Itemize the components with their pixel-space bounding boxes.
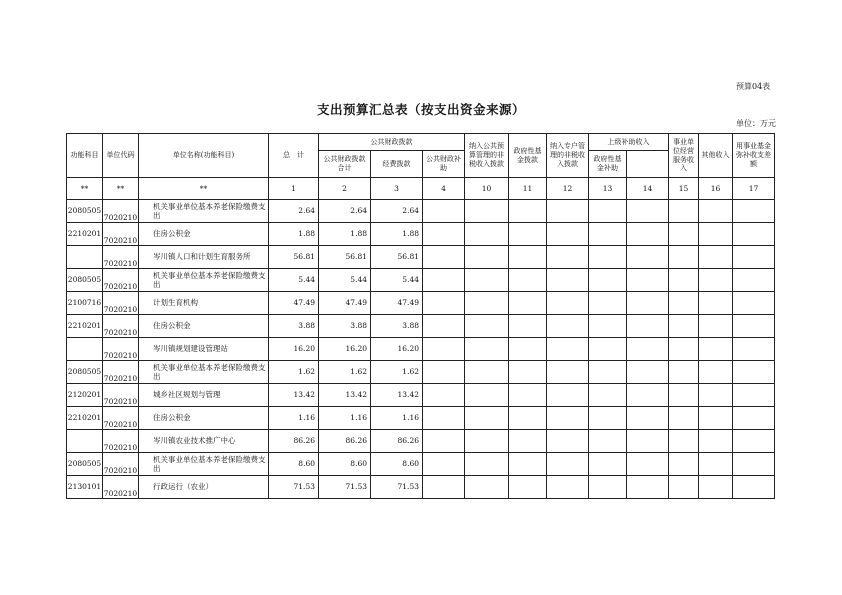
total-cell: 16.20 <box>269 338 319 361</box>
table-row <box>67 338 775 361</box>
total-cell: 47.49 <box>269 292 319 315</box>
empty-cell <box>627 269 669 292</box>
empty-cell <box>669 476 699 499</box>
empty-cell <box>627 315 669 338</box>
empty-cell <box>733 476 775 499</box>
index-cell: ** <box>139 178 269 200</box>
unit-label: 单位：万元 <box>736 119 776 128</box>
func-code-cell: 2080505 <box>67 269 103 292</box>
empty-cell <box>627 407 669 430</box>
empty-cell <box>733 384 775 407</box>
empty-cell <box>465 292 509 315</box>
func-code-cell: 2080505 <box>67 361 103 384</box>
empty-cell <box>589 223 627 246</box>
empty-cell <box>627 384 669 407</box>
empty-cell <box>423 430 465 453</box>
func-code-cell: 2100716 <box>67 292 103 315</box>
empty-cell <box>509 292 547 315</box>
operating-cell: 3.88 <box>371 315 423 338</box>
empty-cell <box>423 223 465 246</box>
func-code-cell: 2210201 <box>67 223 103 246</box>
unit-code-cell: 7020210 <box>103 453 139 476</box>
header-func-code: 功能科目 <box>67 134 103 178</box>
header-unit-code: 单位代码 <box>103 134 139 178</box>
index-cell: 15 <box>669 178 699 200</box>
empty-cell <box>699 338 733 361</box>
empty-cell <box>465 430 509 453</box>
empty-cell <box>669 246 699 269</box>
empty-cell <box>423 361 465 384</box>
func-code-cell: 2210201 <box>67 407 103 430</box>
operating-cell: 56.81 <box>371 246 423 269</box>
empty-cell <box>733 453 775 476</box>
index-cell: 17 <box>733 178 775 200</box>
unit-name-cell: 住房公积金 <box>139 315 269 338</box>
func-code-cell: 2130101 <box>67 476 103 499</box>
empty-cell <box>465 361 509 384</box>
total-cell: 1.62 <box>269 361 319 384</box>
unit-code-cell: 7020210 <box>103 384 139 407</box>
total-cell: 2.64 <box>269 200 319 223</box>
empty-cell <box>547 384 589 407</box>
empty-cell <box>509 246 547 269</box>
empty-cell <box>733 430 775 453</box>
public-subtotal-cell: 16.20 <box>319 338 371 361</box>
public-subtotal-cell: 13.42 <box>319 384 371 407</box>
empty-cell <box>465 384 509 407</box>
unit-name-cell: 机关事业单位基本养老保险缴费支出 <box>139 361 269 384</box>
unit-code-cell: 7020210 <box>103 430 139 453</box>
total-cell: 1.16 <box>269 407 319 430</box>
empty-cell <box>547 246 589 269</box>
empty-cell <box>733 223 775 246</box>
public-subtotal-cell: 3.88 <box>319 315 371 338</box>
empty-cell <box>465 200 509 223</box>
empty-cell <box>547 315 589 338</box>
header-public-fiscal: 公共财政拨款 <box>319 134 465 151</box>
empty-cell <box>733 315 775 338</box>
form-number: 预算04表 <box>736 82 771 91</box>
operating-cell: 47.49 <box>371 292 423 315</box>
header-special-account: 纳入专户管理的非税收入拨款 <box>547 134 589 178</box>
table-row <box>67 246 775 269</box>
empty-cell <box>589 476 627 499</box>
func-code-cell: 2080505 <box>67 200 103 223</box>
empty-cell <box>547 338 589 361</box>
empty-cell <box>627 453 669 476</box>
empty-cell <box>547 200 589 223</box>
table-row <box>67 384 775 407</box>
operating-cell: 16.20 <box>371 338 423 361</box>
index-cell: 16 <box>699 178 733 200</box>
empty-cell <box>465 246 509 269</box>
operating-cell: 71.53 <box>371 476 423 499</box>
empty-cell <box>589 430 627 453</box>
public-subtotal-cell: 56.81 <box>319 246 371 269</box>
empty-cell <box>733 292 775 315</box>
empty-cell <box>509 476 547 499</box>
table-row <box>67 269 775 292</box>
empty-cell <box>589 384 627 407</box>
empty-cell <box>627 338 669 361</box>
empty-cell <box>509 315 547 338</box>
empty-cell <box>699 200 733 223</box>
empty-cell <box>423 453 465 476</box>
empty-cell <box>669 384 699 407</box>
empty-cell <box>423 338 465 361</box>
unit-name-cell: 岑川镇农业技术推广中心 <box>139 430 269 453</box>
empty-cell <box>699 453 733 476</box>
empty-cell <box>627 430 669 453</box>
empty-cell <box>699 292 733 315</box>
empty-cell <box>669 430 699 453</box>
unit-code-cell: 7020210 <box>103 269 139 292</box>
table-row <box>67 453 775 476</box>
operating-cell: 2.64 <box>371 200 423 223</box>
empty-cell <box>465 476 509 499</box>
total-cell: 3.88 <box>269 315 319 338</box>
empty-cell <box>509 269 547 292</box>
table-row <box>67 407 775 430</box>
total-cell: 13.42 <box>269 384 319 407</box>
public-subtotal-cell: 71.53 <box>319 476 371 499</box>
empty-cell <box>627 476 669 499</box>
unit-name-cell: 城乡社区规划与管理 <box>139 384 269 407</box>
table-row <box>67 430 775 453</box>
table-row <box>67 200 775 223</box>
empty-cell <box>547 361 589 384</box>
empty-cell <box>627 361 669 384</box>
empty-cell <box>733 361 775 384</box>
empty-cell <box>509 407 547 430</box>
empty-cell <box>589 453 627 476</box>
unit-code-cell: 7020210 <box>103 476 139 499</box>
table-row <box>67 315 775 338</box>
header-superior-public: 公共财政补助 <box>423 151 465 178</box>
func-code-cell <box>67 430 103 453</box>
table-row <box>67 476 775 499</box>
empty-cell <box>699 476 733 499</box>
total-cell: 5.44 <box>269 269 319 292</box>
empty-cell <box>733 407 775 430</box>
page-title: 支出预算汇总表（按支出资金来源） <box>316 102 525 117</box>
empty-cell <box>509 200 547 223</box>
public-subtotal-cell: 1.62 <box>319 361 371 384</box>
empty-cell <box>509 223 547 246</box>
empty-cell <box>627 223 669 246</box>
header-gov-fund: 政府性基金拨款 <box>509 134 547 178</box>
empty-cell <box>627 246 669 269</box>
empty-cell <box>669 292 699 315</box>
index-cell: 3 <box>371 178 423 200</box>
empty-cell <box>589 361 627 384</box>
empty-cell <box>669 453 699 476</box>
public-subtotal-cell: 5.44 <box>319 269 371 292</box>
func-code-cell: 2080505 <box>67 453 103 476</box>
empty-cell <box>669 407 699 430</box>
operating-cell: 13.42 <box>371 384 423 407</box>
empty-cell <box>699 223 733 246</box>
index-cell: ** <box>67 178 103 200</box>
empty-cell <box>509 384 547 407</box>
public-subtotal-cell: 47.49 <box>319 292 371 315</box>
index-cell: 2 <box>319 178 371 200</box>
unit-code-cell: 7020210 <box>103 223 139 246</box>
empty-cell <box>509 361 547 384</box>
empty-cell <box>699 430 733 453</box>
unit-code-cell: 7020210 <box>103 338 139 361</box>
empty-cell <box>423 407 465 430</box>
empty-cell <box>465 223 509 246</box>
index-cell: 13 <box>589 178 627 200</box>
empty-cell <box>465 453 509 476</box>
empty-cell <box>547 476 589 499</box>
table-row <box>67 223 775 246</box>
empty-cell <box>699 246 733 269</box>
unit-name-cell: 机关事业单位基本养老保险缴费支出 <box>139 269 269 292</box>
empty-cell <box>699 407 733 430</box>
index-cell: 4 <box>423 178 465 200</box>
total-cell: 56.81 <box>269 246 319 269</box>
empty-cell <box>669 338 699 361</box>
total-cell: 1.88 <box>269 223 319 246</box>
index-cell: ** <box>103 178 139 200</box>
empty-cell <box>669 269 699 292</box>
empty-cell <box>423 269 465 292</box>
empty-cell <box>699 384 733 407</box>
operating-cell: 8.60 <box>371 453 423 476</box>
empty-cell <box>465 269 509 292</box>
unit-code-cell: 7020210 <box>103 315 139 338</box>
empty-cell <box>465 338 509 361</box>
empty-cell <box>589 407 627 430</box>
empty-cell <box>547 407 589 430</box>
empty-cell <box>669 223 699 246</box>
func-code-cell: 2210201 <box>67 315 103 338</box>
total-cell: 86.26 <box>269 430 319 453</box>
empty-cell <box>465 407 509 430</box>
empty-cell <box>547 292 589 315</box>
empty-cell <box>699 315 733 338</box>
table-body <box>67 200 775 499</box>
header-total: 总 计 <box>269 134 319 178</box>
empty-cell <box>509 338 547 361</box>
func-code-cell: 2120201 <box>67 384 103 407</box>
unit-name-cell: 机关事业单位基本养老保险缴费支出 <box>139 200 269 223</box>
empty-cell <box>589 246 627 269</box>
empty-cell <box>669 315 699 338</box>
unit-code-cell: 7020210 <box>103 407 139 430</box>
unit-name-cell: 计划生育机构 <box>139 292 269 315</box>
empty-cell <box>423 476 465 499</box>
public-subtotal-cell: 2.64 <box>319 200 371 223</box>
total-cell: 71.53 <box>269 476 319 499</box>
unit-name-cell: 住房公积金 <box>139 223 269 246</box>
empty-cell <box>547 430 589 453</box>
operating-cell: 86.26 <box>371 430 423 453</box>
index-cell: 12 <box>547 178 589 200</box>
empty-cell <box>589 338 627 361</box>
unit-code-cell: 7020210 <box>103 246 139 269</box>
budget-table <box>66 133 775 499</box>
empty-cell <box>699 269 733 292</box>
operating-cell: 1.88 <box>371 223 423 246</box>
empty-cell <box>423 200 465 223</box>
empty-cell <box>509 430 547 453</box>
empty-cell <box>423 292 465 315</box>
table-row <box>67 292 775 315</box>
empty-cell <box>733 200 775 223</box>
unit-name-cell: 机关事业单位基本养老保险缴费支出 <box>139 453 269 476</box>
header-superior-gov: 政府性基金补助 <box>589 151 627 178</box>
operating-cell: 1.16 <box>371 407 423 430</box>
empty-cell <box>627 200 669 223</box>
header-other-income: 其他收入 <box>699 134 733 178</box>
empty-cell <box>423 315 465 338</box>
public-subtotal-cell: 86.26 <box>319 430 371 453</box>
empty-cell <box>733 269 775 292</box>
unit-name-cell: 住房公积金 <box>139 407 269 430</box>
unit-code-cell: 7020210 <box>103 292 139 315</box>
unit-code-cell: 7020210 <box>103 200 139 223</box>
header-superior-subsidy: 上级补助收入 <box>589 134 669 151</box>
unit-name-cell: 岑川镇人口和计划生育服务所 <box>139 246 269 269</box>
empty-cell <box>627 292 669 315</box>
empty-cell <box>733 246 775 269</box>
operating-cell: 1.62 <box>371 361 423 384</box>
empty-cell <box>589 292 627 315</box>
unit-name-cell: 行政运行（农业） <box>139 476 269 499</box>
func-code-cell <box>67 338 103 361</box>
header-operating: 经费拨款 <box>371 151 423 178</box>
empty-cell <box>547 453 589 476</box>
empty-cell <box>669 361 699 384</box>
func-code-cell <box>67 246 103 269</box>
table-row <box>67 361 775 384</box>
empty-cell <box>589 269 627 292</box>
header-unit-name: 单位名称(功能科目) <box>139 134 269 178</box>
empty-cell <box>669 200 699 223</box>
public-subtotal-cell: 1.16 <box>319 407 371 430</box>
unit-code-cell: 7020210 <box>103 361 139 384</box>
empty-cell <box>423 384 465 407</box>
empty-cell <box>699 361 733 384</box>
header-fund-balance: 用事业基金弥补收支差额 <box>733 134 775 178</box>
empty-cell <box>465 315 509 338</box>
public-subtotal-cell: 8.60 <box>319 453 371 476</box>
header-public-subtotal: 公共财政拨款合计 <box>319 151 371 178</box>
index-cell: 1 <box>269 178 319 200</box>
empty-cell <box>589 200 627 223</box>
column-index-row <box>67 178 775 200</box>
index-cell: 14 <box>627 178 669 200</box>
empty-cell <box>733 338 775 361</box>
public-subtotal-cell: 1.88 <box>319 223 371 246</box>
header-business-service: 事业单位经营服务收入 <box>669 134 699 178</box>
index-cell: 11 <box>509 178 547 200</box>
header-budget-mgmt: 纳入公共预算管理的非税收入拨款 <box>465 134 509 178</box>
total-cell: 8.60 <box>269 453 319 476</box>
unit-name-cell: 岑川镇规划建设管理站 <box>139 338 269 361</box>
empty-cell <box>423 246 465 269</box>
operating-cell: 5.44 <box>371 269 423 292</box>
empty-cell <box>589 315 627 338</box>
empty-cell <box>547 223 589 246</box>
empty-cell <box>547 269 589 292</box>
empty-cell <box>509 453 547 476</box>
index-cell: 10 <box>465 178 509 200</box>
